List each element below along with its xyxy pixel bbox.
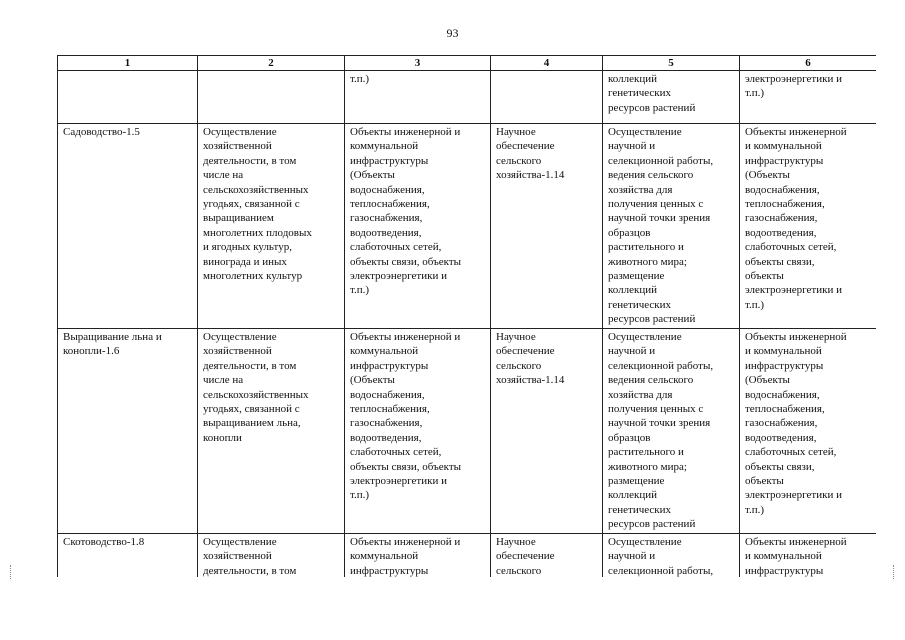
table-row bbox=[58, 329, 877, 534]
column-header: 2 bbox=[198, 56, 345, 71]
table-cell: Объекты инженерной и коммунальной инфраструктуры (Объекты водоснабжения, теплоснабжения, газоснабжения, водоотведения, слаботочных сетей, объекты связи, объекты электроэнергетики и т.п.) bbox=[345, 124, 491, 329]
table-cell: Объекты инженерной и коммунальной инфраструктуры (Объекты водоснабжения, теплоснабжения, газоснабжения, водоотведения, слаботочных сетей, объекты связи, объекты электроэнергетики и т.п.) bbox=[740, 124, 877, 329]
land-use-type-cell: Садоводство-1.5 bbox=[58, 124, 198, 329]
table-cell bbox=[198, 71, 345, 124]
table-cell: коллекций генетических ресурсов растений bbox=[603, 71, 740, 124]
table-cell: Осуществление научной и селекционной работы, ведения сельского хозяйства для получения ценных с научной точки зрения образцов растительного и животного мира; размещение коллекций генетических ресурсов растений bbox=[603, 124, 740, 329]
column-header: 5 bbox=[603, 56, 740, 71]
scan-margin-mark bbox=[10, 565, 14, 579]
table-row bbox=[58, 534, 877, 578]
description-cell: Осуществление хозяйственной деятельности, в том числе на сельскохозяйственных угодьях, связанной с выращиванием многолетних плодовых и ягодных культур, винограда и иных многолетних культур bbox=[198, 124, 345, 329]
description-cell: Осуществление хозяйственной деятельности, в том bbox=[198, 534, 345, 578]
table-cell: Научное обеспечение сельского bbox=[491, 534, 603, 578]
table-cell: Научное обеспечение сельского хозяйства-1.14 bbox=[491, 329, 603, 534]
column-header: 3 bbox=[345, 56, 491, 71]
table-row bbox=[58, 124, 877, 329]
table-container bbox=[57, 55, 876, 577]
table-cell bbox=[491, 71, 603, 124]
column-header: 6 bbox=[740, 56, 877, 71]
table-cell: Осуществление научной и селекционной работы, ведения сельского хозяйства для получения ценных с научной точки зрения образцов растительного и животного мира; размещение коллекций генетических ресурсов растений bbox=[603, 329, 740, 534]
column-header: 1 bbox=[58, 56, 198, 71]
table-cell: Объекты инженерной и коммунальной инфраструктуры bbox=[740, 534, 877, 578]
table-cell: Объекты инженерной и коммунальной инфраструктуры (Объекты водоснабжения, теплоснабжения, газоснабжения, водоотведения, слаботочных сетей, объекты связи, объекты электроэнергетики и т.п.) bbox=[740, 329, 877, 534]
land-use-type-cell: Выращивание льна и конопли-1.6 bbox=[58, 329, 198, 534]
land-use-type-cell: Скотоводство-1.8 bbox=[58, 534, 198, 578]
table-cell: Осуществление научной и селекционной работы, bbox=[603, 534, 740, 578]
table-cell: т.п.) bbox=[345, 71, 491, 124]
scan-margin-mark bbox=[893, 565, 897, 579]
land-use-table bbox=[57, 55, 876, 577]
table-cell: Научное обеспечение сельского хозяйства-1.14 bbox=[491, 124, 603, 329]
page-number: 93 bbox=[446, 26, 459, 40]
table-cell: электроэнергетики и т.п.) bbox=[740, 71, 877, 124]
table-cell bbox=[58, 71, 198, 124]
header-row bbox=[58, 56, 877, 71]
table-row-continuation bbox=[58, 71, 877, 124]
description-cell: Осуществление хозяйственной деятельности, в том числе на сельскохозяйственных угодьях, связанной с выращиванием льна, конопли bbox=[198, 329, 345, 534]
column-header: 4 bbox=[491, 56, 603, 71]
table-cell: Объекты инженерной и коммунальной инфраструктуры bbox=[345, 534, 491, 578]
table-cell: Объекты инженерной и коммунальной инфраструктуры (Объекты водоснабжения, теплоснабжения, газоснабжения, водоотведения, слаботочных сетей, объекты связи, объекты электроэнергетики и т.п.) bbox=[345, 329, 491, 534]
